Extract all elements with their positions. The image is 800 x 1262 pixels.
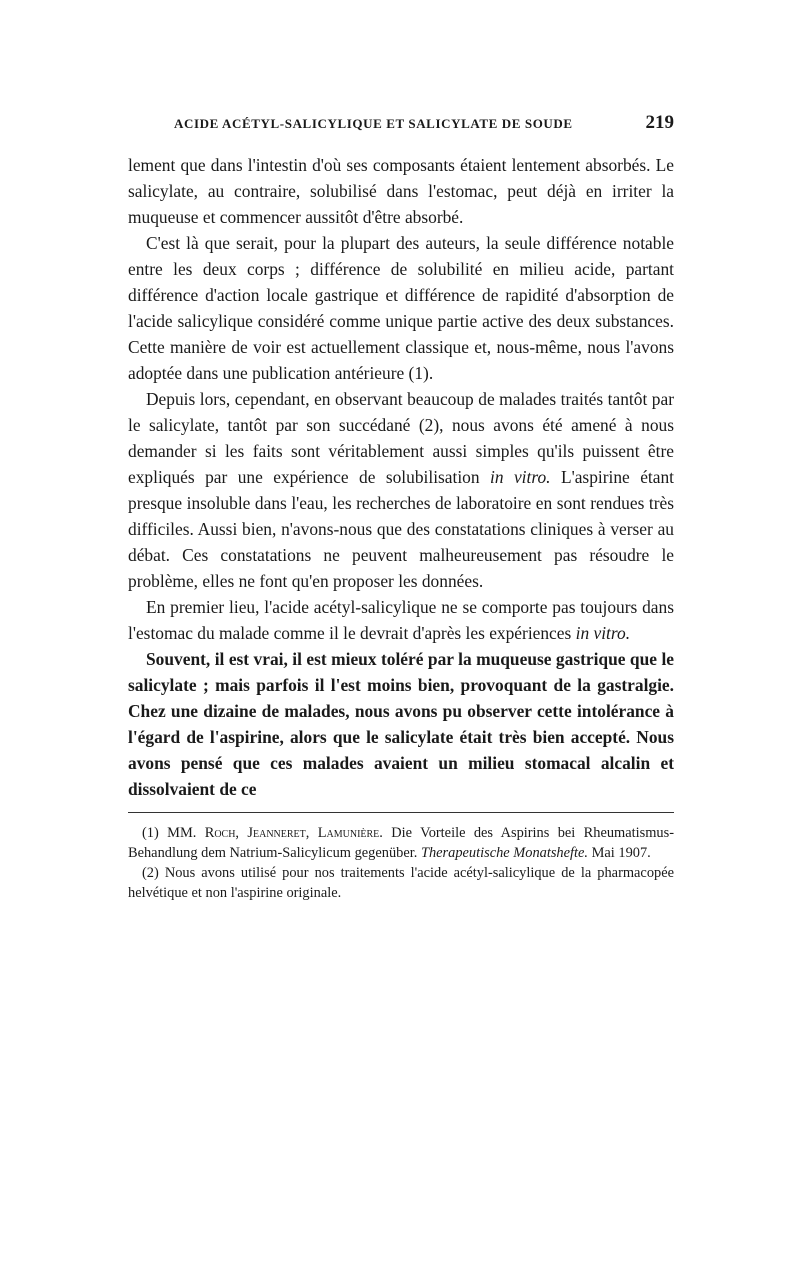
footnote-rule [128, 812, 674, 813]
paragraph-1: lement que dans l'intestin d'où ses composants étaient lentement absorbés. Le salicylate, au contraire, solubilisé dans l'estomac, peut déjà en irriter la muqueuse et commencer aussitôt d'être absorbé. [128, 155, 674, 227]
paragraph-2: C'est là que serait, pour la plupart des auteurs, la seule différence notable entre les deux corps ; différence de solubilité en milieu acide, partant différence d'action locale gastrique et différence de rapidité d'absorption de l'acide salicylique considéré comme unique partie active des deux substances. Cette manière de voir est actuellement classique et, nous-même, nous l'avons adoptée dans une publication antérieure (1). [128, 233, 674, 383]
paragraph-4-text-a: En premier lieu, l'acide acétyl-salicylique ne se comporte pas toujours dans l'estomac du malade comme il le devrait d'après les expériences [128, 597, 674, 643]
paragraph-3-text-a: Depuis lors, cependant, en observant beaucoup de malades traités tantôt par le salicylate, tantôt par son succédané (2), nous avons été amené à nous demander si les faits sont véritablement aussi simples qu'ils puissent être expliqués par une expérience de solubilisation [128, 389, 674, 487]
document-page [128, 112, 674, 903]
page-number: 219 [645, 112, 674, 133]
footnote-2: (2) Nous avons utilisé pour nos traitements l'acide acétyl-salicylique de la pharmacopée helvétique et non l'aspirine originale. [128, 865, 674, 901]
footnote-1 [128, 823, 674, 863]
footnote-1-text-a: (1) MM. [142, 825, 205, 841]
paragraph-3-italic: in vitro. [490, 467, 551, 487]
paragraph-5: Souvent, il est vrai, il est mieux toléré par la muqueuse gastrique que le salicylate ; mais parfois il l'est moins bien, provoquant de la gastralgie. Chez une dizaine de malades, nous avons pu observer cette intolérance à l'égard de l'aspirine, alors que le salicylate était très bien accepté. Nous avons pensé que ces malades avaient un milieu stomacal alcalin et dissolvaient de ce [128, 649, 674, 799]
paragraph-3-text-b: L'aspirine étant presque insoluble dans l'eau, les recherches de laboratoire en sont rendues très difficiles. Aussi bien, n'avons-nous que des constatations cliniques à verser au débat. Ces constatations ne peuvent malheureusement pas résoudre le problème, elles ne font qu'en proposer les données. [128, 467, 674, 591]
footnote-1-journal: Therapeutische Monatshefte. [420, 845, 588, 861]
paragraph-4-italic: in vitro. [575, 623, 631, 643]
running-head-title: ACIDE ACÉTYL-SALICYLIQUE ET SALICYLATE DE SOUDE [174, 116, 573, 131]
paragraph-4 [128, 594, 674, 646]
running-head [128, 112, 674, 142]
paragraph-3 [128, 386, 674, 594]
body-text [128, 152, 674, 802]
footnotes [128, 823, 674, 903]
footnote-1-authors: Roch, Jeanneret, Lamunière. [204, 825, 383, 841]
footnote-1-text-c: Mai 1907. [588, 845, 651, 861]
footnote-1-text-b: Die Vorteile des Aspirins bei Rheumatismus-Behandlung dem Natrium-Salicylicum gegenüber. [128, 825, 675, 861]
